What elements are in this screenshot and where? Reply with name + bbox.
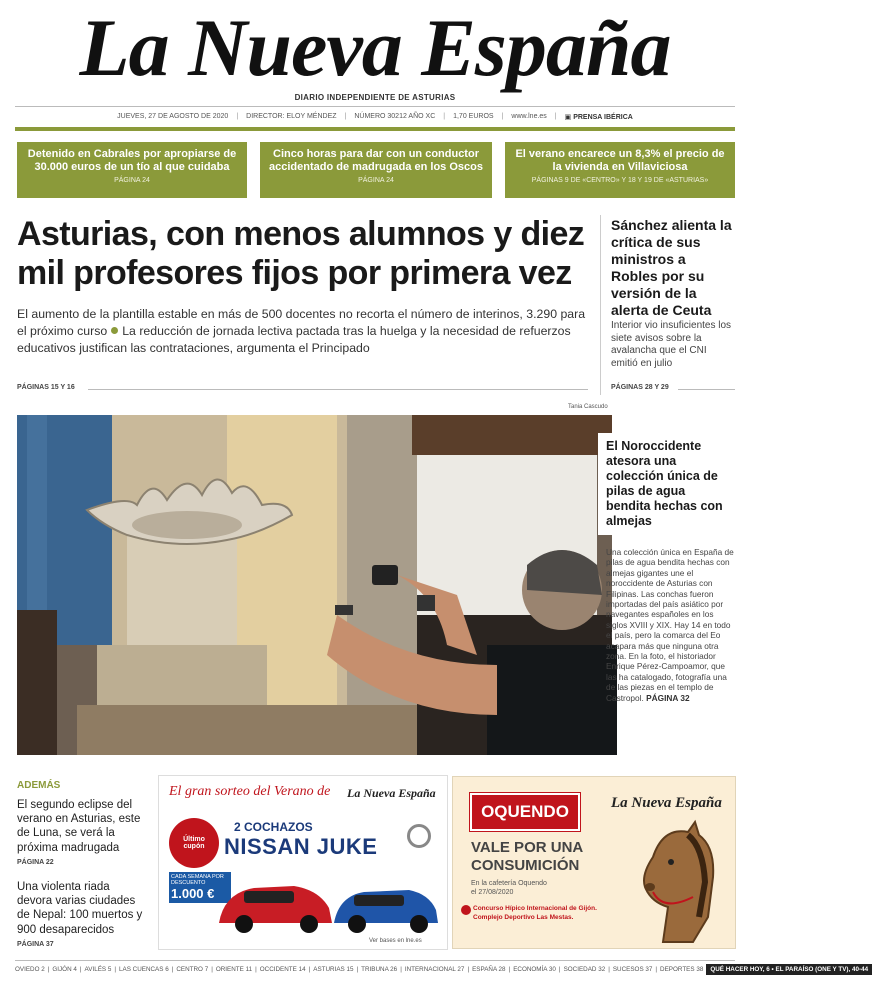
brief-item[interactable] (17, 880, 145, 952)
lead-pages: PÁGINAS 15 Y 16 (17, 384, 75, 391)
section-link[interactable]: AVILÉS 5 (84, 966, 112, 973)
ad-price-label: CADA SEMANA POR DESCUENTO (171, 874, 224, 886)
publisher-icon: ▣ (564, 113, 574, 121)
teaser-2[interactable] (260, 142, 492, 198)
issue-date: JUEVES, 27 DE AGOSTO DE 2020 (117, 113, 229, 120)
lead-subhead (17, 306, 592, 357)
section-link[interactable]: ECONOMÍA 30 (513, 966, 556, 973)
ad-detail: En la cafetería Oquendo el 27/08/2020 (471, 880, 547, 896)
brief-text: El segundo eclipse del verano en Asturias, este de Luna, se verá la próxima madrugada (17, 799, 141, 854)
brief-page: PÁGINA 22 (17, 858, 54, 866)
caption-page: PÁGINA 32 (646, 692, 690, 703)
section-link[interactable]: SUCESOS 37 (612, 966, 653, 973)
director: DIRECTOR: ELOY MÉNDEZ (246, 113, 337, 120)
section-link[interactable]: TRIBUNA 26 (361, 966, 398, 973)
teaser-page: PÁGINA 24 (358, 177, 394, 184)
ad-oquendo-brand: La Nueva España (611, 795, 722, 811)
section-link[interactable]: INTERNACIONAL 27 (404, 966, 465, 973)
teaser-page: PÁGINAS 9 DE «CENTRO» Y 18 Y 19 DE «ASTURIAS» (531, 177, 709, 184)
section-link[interactable]: ORIENTE 11 (215, 966, 253, 973)
info-bar: JUEVES, 27 DE AGOSTO DE 2020 | DIRECTOR: ELOY MÉNDEZ | NÚMERO 30212 AÑO XC | 1,70 EUROS | www.lne.es | ▣ PRENSA IBÉRICA (15, 106, 735, 126)
brief-item[interactable] (17, 798, 145, 870)
photo-headline[interactable]: El Noroccidente atesora una colección única de pilas de agua bendita hechas con almejas (598, 433, 735, 535)
section-link[interactable]: CENTRO 7 (176, 966, 209, 973)
side-headline[interactable]: Sánchez alienta la crítica de sus ministros a Robles por su versión de la alerta de Ceuta (611, 217, 732, 318)
section-link[interactable]: OCCIDENTE 14 (259, 966, 306, 973)
teaser-1[interactable] (17, 142, 247, 198)
cars-illustration (214, 868, 444, 938)
section-link[interactable]: LAS CUENCAS 6 (119, 966, 169, 973)
section-link[interactable]: SOCIEDAD 32 (563, 966, 606, 973)
teaser-title: Cinco horas para dar con un conductor accidentado de madrugada en los Oscos (269, 148, 483, 173)
ad-sorteo[interactable] (158, 775, 448, 950)
ad-price: 1.000 € (171, 886, 215, 901)
issue-number: NÚMERO 30212 AÑO XC (354, 113, 436, 120)
ad-oquendo[interactable] (452, 776, 736, 949)
ademas-label: ADEMÁS (17, 780, 61, 791)
column-divider (600, 215, 601, 395)
nissan-logo-icon (407, 824, 431, 848)
ad-sorteo-brand: La Nueva España (347, 786, 436, 800)
price: 1,70 EUROS (453, 113, 494, 120)
bullet-dot (111, 327, 118, 334)
teaser-title: Detenido en Cabrales por apropiarse de 30.000 euros de un tío al que cuidaba (27, 148, 237, 173)
oquendo-logo: OQUENDO (470, 793, 580, 831)
location-icon (461, 905, 471, 915)
masthead (0, 2, 750, 94)
divider (678, 389, 735, 390)
tagline: DIARIO INDEPENDIENTE DE ASTURIAS (294, 93, 456, 102)
horse-icon (633, 817, 733, 947)
lead-subhead-a: El aumento de la plantilla estable en más de 500 docentes no recorta el número de interinos, 3.290 para el próximo curso (17, 307, 586, 338)
ad-footnote: Ver bases en lne.es (369, 938, 422, 944)
ad-model: NISSAN JUKE (224, 834, 378, 859)
ad-badge: Último cupón (169, 818, 219, 868)
section-link[interactable]: DEPORTES 38 (660, 966, 704, 973)
accent-divider (15, 127, 735, 131)
side-text: Interior vio insuficientes los siete avisos sobre la avalancha que el CNI emitió en julio (611, 320, 732, 369)
divider (88, 389, 588, 390)
brief-page: PÁGINA 37 (17, 940, 54, 948)
section-link[interactable]: ASTURIAS 15 (313, 966, 354, 973)
teaser-title: El verano encarece un 8,3% el precio de la vivienda en Villaviciosa (515, 148, 725, 173)
photo-caption (606, 547, 736, 703)
side-pages: PÁGINAS 28 Y 29 (611, 384, 669, 391)
section-link[interactable]: OVIEDO 2 (15, 966, 45, 973)
caption-body: Una colección única en España de pilas de agua bendita hechas con almejas gigantes une el noroccidente de Asturias con Filipinas. Las conchas fueron importadas del país asiático por navegantes españoles en los siglos XVIII y XIX. Hay 14 en todo el país, pero la comarca del Eo acapara más que ninguna otra zona. En la foto, el historiador Enrique Pérez-Campoamor, que las ha catalogado, fotografía una de las piezas en el templo de Castropol. (606, 547, 734, 703)
ad-cochazos: 2 COCHAZOS (234, 820, 313, 834)
website-link[interactable]: www.lne.es (511, 113, 547, 120)
brief-text: Una violenta riada devora varias ciudades de Nepal: 100 muertos y 900 desaparecidos (17, 881, 143, 936)
lead-headline[interactable]: Asturias, con menos alumnos y diez mil profesores fijos por primera vez (17, 215, 585, 292)
ad-sorteo-title: El gran sorteo del Verano de (169, 784, 331, 799)
ad-offer: VALE POR UNA CONSUMICIÓN (471, 839, 584, 874)
section-link[interactable]: GIJÓN 4 (52, 966, 77, 973)
lead-subhead-b: La reducción de jornada lectiva pactada tras la huelga y la necesidad de refuerzos educativos justifican las contrataciones, argumenta el Principado (17, 324, 571, 355)
newspaper-title: La Nueva España (79, 2, 671, 93)
photo-illustration (17, 415, 612, 755)
ad-event: Concurso Hípico Internacional de Gijón. Complejo Deportivo Las Mestas. (473, 905, 597, 921)
publisher-brand: ▣ PRENSA IBÉRICA (564, 113, 633, 121)
teaser-3[interactable] (505, 142, 735, 198)
news-photo[interactable] (17, 415, 612, 755)
section-index: OVIEDO 2 | GIJÓN 4 | AVILÉS 5 | LAS CUENCAS 6 | CENTRO 7 | ORIENTE 11 | OCCIDENTE 14 | ASTURIAS 15 | TRIBUNA 26 | INTERNACIONAL 27 | ESPAÑA 28 | ECONOMÍA 30 | SOCIEDAD 32 | SUCESOS 37 | DEPORTES 38 QUÉ HACER HOY, 6 • EL PARAÍSO (ONE Y TV), 40-44 (15, 960, 735, 978)
teaser-page: PÁGINA 24 (114, 177, 150, 184)
photo-credit: Tania Cascudo (568, 404, 608, 410)
section-link[interactable]: ESPAÑA 28 (472, 966, 506, 973)
footer-tag: QUÉ HACER HOY, 6 • EL PARAÍSO (ONE Y TV), 40-44 (706, 964, 872, 975)
